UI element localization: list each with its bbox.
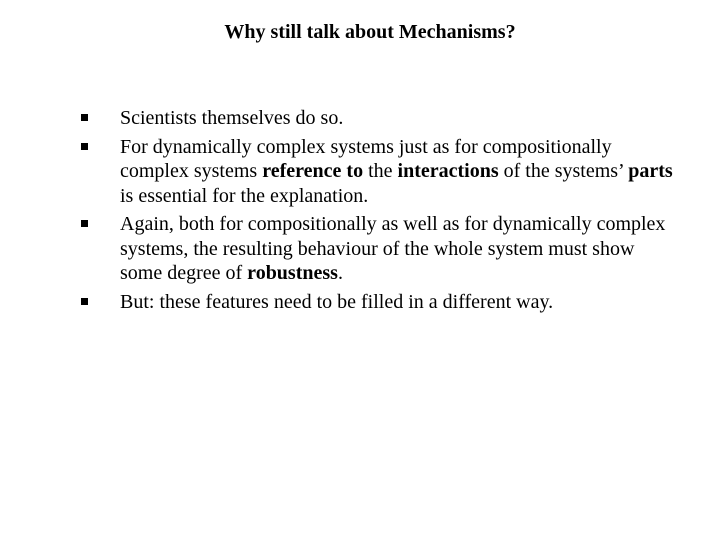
bold-segment: robustness (247, 262, 338, 284)
text-segment: the (363, 160, 398, 182)
bullet-text (120, 213, 665, 284)
bold-segment: parts (628, 160, 673, 182)
bullet-text (120, 136, 673, 207)
bullet-item (0, 106, 680, 131)
square-bullet-icon (81, 114, 88, 121)
square-bullet-icon (81, 143, 88, 150)
text-segment: Scientists themselves do so. (120, 107, 344, 129)
bullet-text (120, 291, 553, 313)
bullet-item (0, 135, 680, 209)
text-segment: For dynamically complex systems just as for compositionally complex systems (120, 135, 612, 182)
bullet-item (0, 212, 680, 286)
bullet-list (0, 106, 720, 318)
text-segment: Again, both for compositionally as well as for dynamically complex systems, the resulting behaviour of the whole system must show some degree of (120, 213, 666, 284)
text-segment: . (337, 262, 343, 284)
text-segment: is essential for the explanation. (120, 184, 369, 207)
text-segment: But: these features need to be filled in a different way. (120, 290, 554, 313)
bullet-item (0, 290, 680, 315)
slide-title: Why still talk about Mechanisms? (224, 21, 516, 43)
bullet-text (120, 107, 343, 129)
bold-segment: reference to (262, 160, 364, 182)
square-bullet-icon (81, 220, 88, 227)
square-bullet-icon (81, 298, 88, 305)
bold-segment: interactions (397, 160, 499, 182)
text-segment: of the systems’ (498, 160, 629, 182)
